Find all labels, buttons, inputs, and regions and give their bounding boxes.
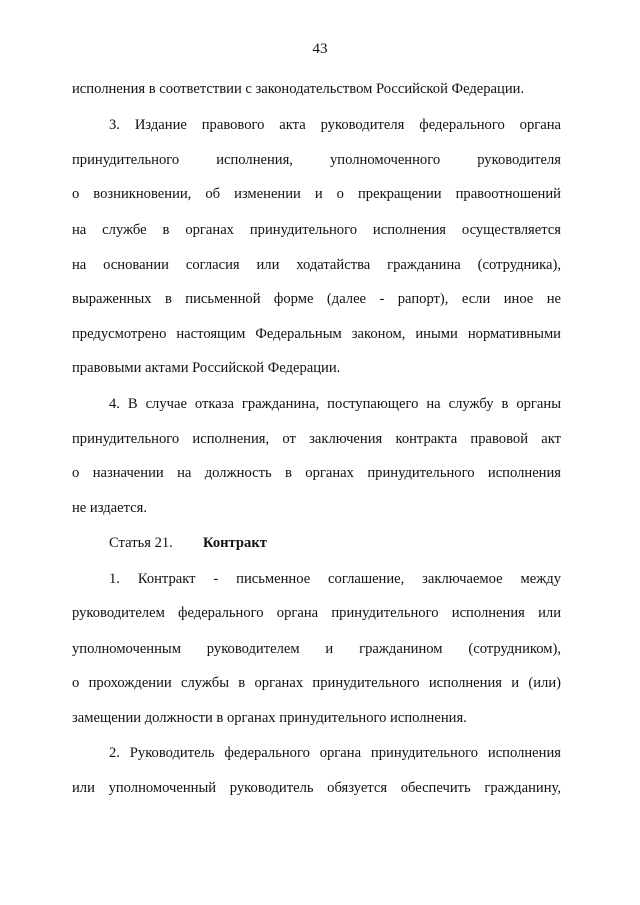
article-paragraph-1-line: 1. Контракт - письменное соглашение, заключаемое между [109, 571, 561, 587]
article-title: Контракт [203, 535, 267, 551]
article-paragraph-2-line: или уполномоченный руководитель обязуется обеспечить гражданину, [72, 780, 561, 796]
text-line: исполнения в соответствии с законодательством Российской Федерации. [72, 81, 525, 97]
page-number: 43 [312, 41, 328, 57]
article-paragraph-1-line: руководителем федерального органа принудительного исполнения или [72, 605, 561, 621]
paragraph-3-line: выраженных в письменной форме (далее - рапорт), если иное не [72, 291, 561, 307]
paragraph-3-line: принудительного исполнения, уполномоченного руководителя [72, 152, 561, 168]
paragraph-4-line: не издается. [72, 500, 148, 516]
paragraph-3-line: предусмотрено настоящим Федеральным законом, иными нормативными [72, 326, 561, 342]
paragraph-4-line: принудительного исполнения, от заключения контракта правовой акт [72, 431, 561, 447]
paragraph-3-line: 3. Издание правового акта руководителя федерального органа [109, 117, 561, 133]
article-paragraph-1-line: уполномоченным руководителем и гражданином (сотрудником), [72, 641, 561, 657]
paragraph-4-line: 4. В случае отказа гражданина, поступающего на службу в органы [109, 396, 561, 412]
paragraph-3-line: правовыми актами Российской Федерации. [72, 360, 341, 376]
paragraph-3-line: о возникновении, об изменении и о прекращении правоотношений [72, 186, 561, 202]
article-paragraph-2-line: 2. Руководитель федерального органа принудительного исполнения [109, 745, 561, 761]
paragraph-3-line: на основании согласия или ходатайства гражданина (сотрудника), [72, 257, 561, 273]
paragraph-3-line: на службе в органах принудительного исполнения осуществляется [72, 222, 561, 238]
article-number: Статья 21. [109, 535, 173, 551]
paragraph-4-line: о назначении на должность в органах принудительного исполнения [72, 465, 561, 481]
article-paragraph-1-line: замещении должности в органах принудительного исполнения. [72, 710, 467, 726]
article-paragraph-1-line: о прохождении службы в органах принудительного исполнения и (или) [72, 675, 561, 691]
